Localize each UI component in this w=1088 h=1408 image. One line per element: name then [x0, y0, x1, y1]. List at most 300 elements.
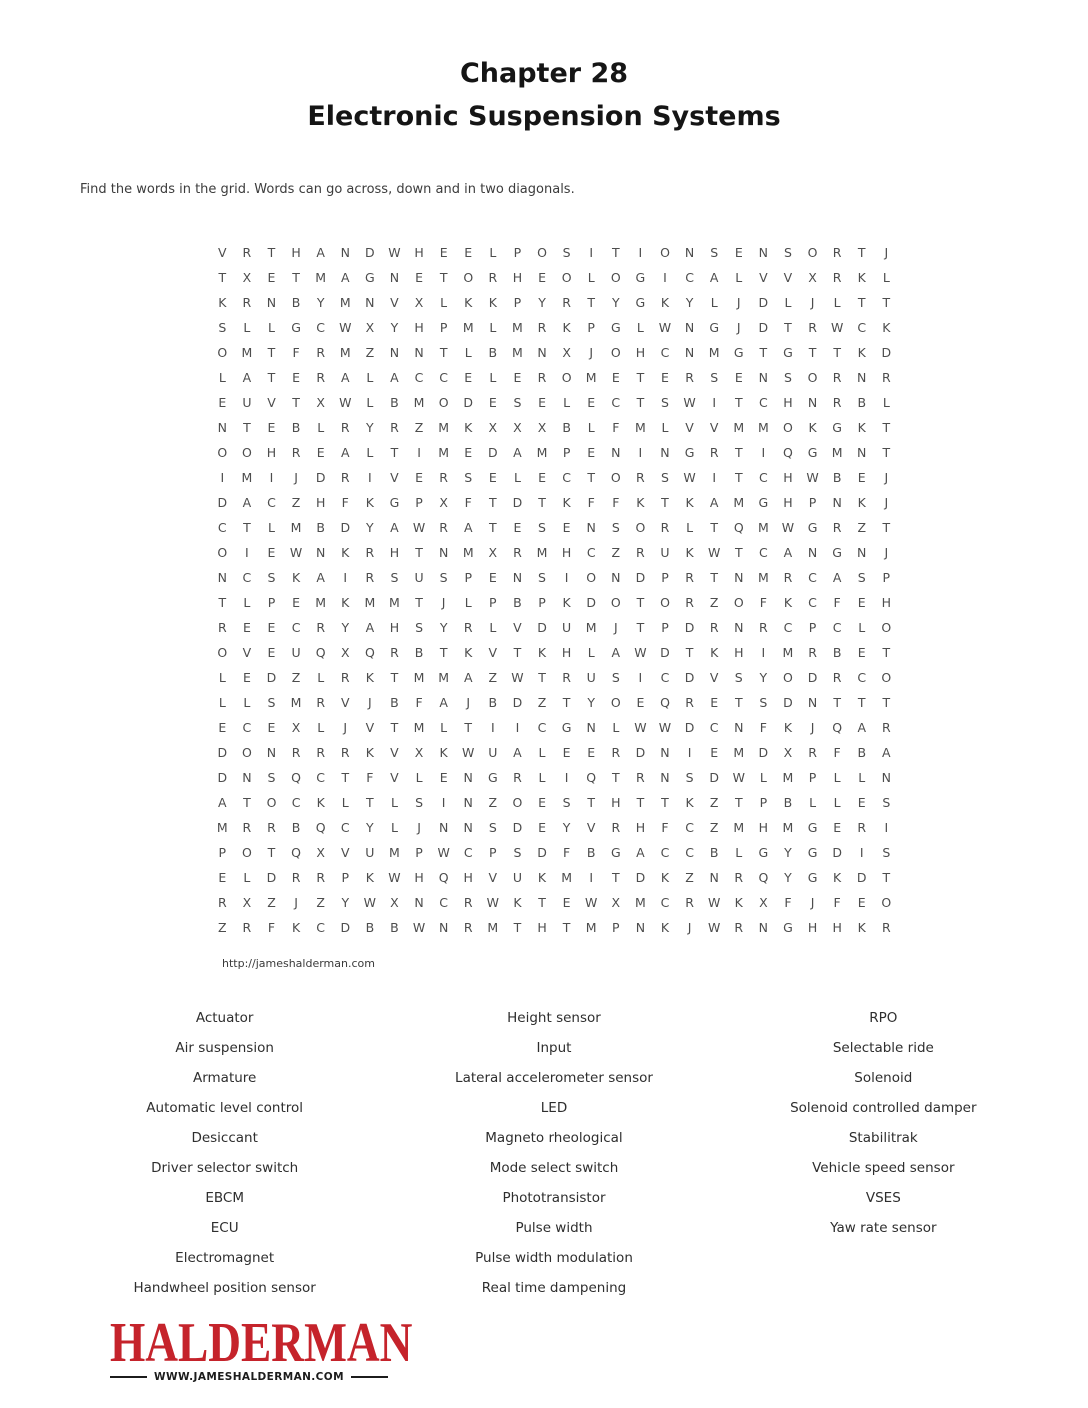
grid-letter: C	[316, 770, 326, 785]
grid-letter: O	[610, 345, 621, 360]
grid-letter: M	[634, 895, 646, 910]
grid-letter: W	[707, 920, 721, 935]
grid-letter: W	[683, 470, 696, 485]
grid-letter: S	[685, 770, 694, 785]
grid-letter: I	[564, 770, 569, 785]
grid-letter: R	[365, 545, 375, 560]
logo-website-text: WWW.JAMESHALDERMAN.COM	[154, 1371, 344, 1383]
grid-letter: M	[782, 820, 794, 835]
grid-letter: K	[857, 495, 866, 510]
grid-letter: T	[636, 370, 645, 385]
grid-letter: G	[635, 270, 646, 285]
grid-letter: G	[610, 845, 621, 860]
grid-letter: R	[242, 245, 252, 260]
grid-letter: L	[489, 245, 497, 260]
grid-letter: M	[585, 620, 597, 635]
grid-letter: T	[734, 695, 743, 710]
grid-letter: M	[241, 345, 253, 360]
grid-letter: F	[759, 720, 767, 735]
grid-letter: I	[441, 795, 446, 810]
word-list-item: Actuator	[195, 1010, 254, 1026]
grid-letter: I	[638, 245, 643, 260]
grid-letter: T	[734, 795, 743, 810]
grid-letter: J	[294, 895, 298, 910]
grid-letter: R	[881, 720, 891, 735]
grid-letter: A	[463, 520, 473, 535]
grid-letter: T	[833, 345, 841, 360]
logo-rule-right	[351, 1376, 388, 1378]
grid-letter: S	[783, 370, 792, 385]
grid-letter: E	[464, 445, 473, 460]
grid-letter: D	[463, 395, 474, 410]
grid-letter: L	[759, 770, 767, 785]
grid-letter: T	[661, 495, 669, 510]
grid-letter: G	[832, 420, 842, 435]
grid-letter: V	[218, 245, 227, 260]
grid-letter: K	[660, 920, 670, 935]
grid-letter: S	[759, 695, 768, 710]
grid-letter: L	[464, 595, 472, 610]
grid-letter: N	[807, 545, 818, 560]
grid-letter: K	[365, 495, 374, 510]
grid-letter: R	[439, 470, 448, 485]
grid-letter: V	[488, 870, 498, 885]
grid-letter: Y	[562, 820, 571, 835]
grid-letter: T	[267, 345, 276, 360]
grid-letter: E	[587, 745, 596, 760]
grid-letter: K	[291, 920, 301, 935]
grid-letter: I	[712, 470, 717, 485]
grid-letter: W	[732, 770, 745, 785]
grid-letter: X	[340, 645, 350, 660]
grid-letter: N	[438, 545, 449, 560]
grid-letter: H	[758, 820, 769, 835]
grid-letter: D	[586, 595, 597, 610]
grid-letter: R	[611, 745, 621, 760]
word-list-item: Selectable ride	[832, 1040, 934, 1056]
grid-letter: N	[340, 245, 350, 260]
grid-row	[210, 565, 899, 590]
grid-letter: E	[857, 645, 866, 660]
grid-letter: C	[586, 545, 596, 560]
grid-letter: F	[784, 895, 792, 910]
grid-letter: D	[709, 770, 719, 785]
grid-letter: C	[562, 470, 571, 485]
grid-letter: X	[242, 270, 252, 285]
grid-letter: R	[316, 345, 326, 360]
grid-letter: N	[414, 345, 424, 360]
grid-letter: D	[758, 320, 769, 335]
grid-letter: N	[365, 295, 375, 310]
grid-letter: O	[217, 645, 228, 660]
grid-letter: F	[612, 420, 620, 435]
grid-letter: L	[268, 320, 275, 335]
grid-letter: L	[464, 345, 472, 360]
grid-letter: H	[291, 245, 301, 260]
grid-letter: W	[363, 895, 377, 910]
grid-letter: T	[562, 695, 571, 710]
word-list-item: Automatic level control	[146, 1100, 304, 1116]
grid-letter: S	[267, 695, 276, 710]
grid-letter: C	[758, 470, 768, 485]
grid-letter: T	[882, 695, 891, 710]
grid-letter: J	[441, 595, 446, 610]
grid-letter: T	[218, 270, 227, 285]
grid-letter: D	[684, 620, 695, 635]
source-url-link[interactable]: http://jameshalderman.com	[222, 957, 375, 970]
grid-letter: R	[242, 920, 252, 935]
grid-row	[210, 815, 899, 840]
grid-letter: G	[783, 920, 793, 935]
grid-letter: I	[564, 570, 569, 585]
grid-letter: E	[734, 245, 743, 260]
grid-letter: D	[832, 845, 842, 860]
grid-letter: L	[366, 370, 374, 385]
grid-letter: X	[414, 295, 424, 310]
grid-letter: F	[292, 345, 300, 360]
grid-letter: Q	[783, 445, 793, 460]
grid-letter: T	[341, 770, 350, 785]
grid-letter: M	[438, 445, 450, 460]
grid-letter: R	[537, 320, 547, 335]
grid-letter: B	[291, 420, 301, 435]
grid-letter: R	[340, 470, 350, 485]
grid-row	[210, 365, 899, 390]
grid-letter: J	[613, 620, 618, 635]
grid-letter: M	[413, 395, 425, 410]
grid-letter: B	[857, 395, 867, 410]
grid-letter: K	[316, 795, 325, 810]
grid-letter: R	[488, 270, 498, 285]
grid-letter: L	[268, 520, 275, 535]
grid-letter: C	[808, 595, 817, 610]
grid-letter: T	[734, 395, 743, 410]
grid-letter: Y	[685, 295, 694, 310]
grid-letter: R	[217, 620, 227, 635]
grid-letter: O	[610, 470, 621, 485]
grid-letter: C	[340, 820, 350, 835]
grid-letter: W	[412, 520, 426, 535]
grid-letter: O	[807, 370, 818, 385]
grid-letter: I	[343, 570, 348, 585]
grid-letter: N	[512, 570, 523, 585]
grid-letter: D	[856, 870, 867, 885]
grid-letter: A	[390, 520, 399, 535]
grid-letter: E	[488, 470, 497, 485]
grid-letter: F	[587, 495, 595, 510]
grid-letter: Z	[218, 920, 227, 935]
grid-letter: O	[537, 245, 547, 260]
grid-letter: R	[636, 470, 645, 485]
grid-letter: U	[512, 870, 522, 885]
grid-letter: X	[783, 745, 793, 760]
grid-letter: I	[761, 445, 766, 460]
grid-letter: K	[365, 870, 374, 885]
grid-letter: H	[414, 245, 424, 260]
grid-letter: P	[267, 595, 276, 610]
grid-letter: R	[365, 570, 375, 585]
grid-letter: N	[635, 920, 646, 935]
grid-letter: G	[733, 345, 744, 360]
grid-letter: E	[292, 595, 301, 610]
grid-letter: R	[291, 445, 301, 460]
word-list-item: Yaw rate sensor	[830, 1220, 937, 1236]
grid-letter: K	[562, 320, 571, 335]
grid-letter: M	[413, 720, 425, 735]
grid-letter: T	[710, 520, 718, 535]
grid-letter: M	[585, 370, 597, 385]
grid-row	[210, 490, 899, 515]
grid-letter: W	[806, 470, 819, 485]
grid-letter: R	[291, 745, 301, 760]
grid-letter: E	[267, 620, 276, 635]
grid-letter: K	[685, 795, 694, 810]
grid-letter: T	[808, 345, 817, 360]
grid-letter: I	[490, 720, 495, 735]
grid-letter: N	[586, 720, 596, 735]
grid-letter: V	[709, 420, 719, 435]
word-list-item: Mode select switch	[489, 1160, 619, 1176]
grid-letter: J	[810, 720, 815, 735]
grid-letter: O	[438, 395, 449, 410]
grid-letter: M	[782, 645, 794, 660]
grid-letter: L	[440, 720, 448, 735]
grid-letter: L	[317, 670, 325, 685]
grid-letter: D	[635, 570, 646, 585]
grid-letter: R	[808, 645, 817, 660]
grid-letter: M	[216, 820, 228, 835]
grid-letter: D	[635, 745, 646, 760]
grid-letter: U	[660, 545, 670, 560]
grid-letter: W	[634, 645, 647, 660]
grid-letter: Y	[341, 895, 350, 910]
grid-letter: M	[782, 770, 794, 785]
grid-letter: L	[513, 470, 521, 485]
grid-letter: C	[808, 570, 817, 585]
grid-letter: P	[341, 870, 350, 885]
grid-letter: Z	[611, 545, 621, 560]
grid-letter: M	[462, 545, 474, 560]
grid-letter: C	[709, 720, 719, 735]
grid-letter: M	[561, 870, 572, 885]
grid-row	[210, 415, 899, 440]
grid-row	[210, 765, 899, 790]
grid-letter: M	[733, 495, 745, 510]
grid-letter: W	[339, 395, 352, 410]
grid-letter: T	[390, 720, 399, 735]
grid-letter: T	[267, 370, 276, 385]
grid-letter: V	[513, 620, 522, 635]
grid-letter: T	[415, 545, 423, 560]
grid-letter: T	[759, 345, 768, 360]
grid-letter: Z	[709, 820, 719, 835]
grid-letter: T	[267, 245, 276, 260]
grid-letter: E	[710, 745, 719, 760]
grid-letter: E	[267, 270, 276, 285]
grid-letter: A	[832, 570, 842, 585]
grid-letter: E	[587, 395, 596, 410]
grid-row	[210, 315, 899, 340]
grid-letter: N	[758, 920, 769, 935]
grid-letter: H	[783, 395, 793, 410]
grid-letter: V	[586, 820, 596, 835]
grid-letter: K	[660, 295, 670, 310]
grid-letter: M	[413, 670, 425, 685]
grid-letter: C	[291, 620, 301, 635]
grid-letter: E	[218, 870, 227, 885]
grid-letter: B	[586, 845, 596, 860]
grid-letter: O	[660, 245, 670, 260]
grid-letter: C	[242, 570, 252, 585]
grid-letter: X	[488, 545, 498, 560]
grid-letter: K	[537, 645, 547, 660]
grid-letter: K	[660, 870, 670, 885]
grid-letter: R	[267, 820, 276, 835]
grid-letter: N	[611, 570, 621, 585]
grid-letter: S	[710, 370, 719, 385]
word-list-item: Vehicle speed sensor	[812, 1160, 955, 1176]
grid-letter: E	[562, 895, 571, 910]
grid-letter: T	[489, 495, 497, 510]
grid-letter: T	[243, 420, 251, 435]
grid-letter: T	[734, 445, 743, 460]
grid-letter: W	[658, 720, 672, 735]
grid-letter: H	[734, 645, 744, 660]
grid-letter: D	[340, 520, 351, 535]
grid-letter: N	[709, 870, 719, 885]
grid-letter: C	[414, 370, 424, 385]
grid-letter: R	[808, 745, 817, 760]
grid-letter: B	[365, 920, 375, 935]
grid-letter: U	[242, 395, 252, 410]
grid-letter: E	[611, 370, 620, 385]
grid-letter: T	[464, 720, 473, 735]
grid-letter: V	[390, 470, 399, 485]
grid-letter: R	[316, 620, 326, 635]
grid-row	[210, 690, 899, 715]
grid-letter: D	[365, 245, 375, 260]
grid-letter: I	[245, 545, 249, 560]
grid-letter: I	[589, 870, 594, 885]
grid-letter: J	[589, 345, 594, 360]
grid-letter: W	[388, 245, 401, 260]
grid-letter: L	[833, 295, 841, 310]
grid-letter: U	[365, 845, 375, 860]
grid-letter: S	[513, 395, 522, 410]
grid-letter: I	[417, 445, 421, 460]
grid-letter: F	[833, 595, 841, 610]
grid-letter: R	[808, 320, 817, 335]
grid-letter: S	[488, 820, 497, 835]
grid-row	[210, 915, 899, 940]
grid-letter: K	[636, 495, 645, 510]
grid-letter: X	[537, 420, 547, 435]
grid-letter: K	[685, 545, 694, 560]
grid-letter: L	[218, 670, 226, 685]
grid-letter: B	[291, 820, 301, 835]
grid-letter: M	[438, 420, 450, 435]
grid-letter: A	[242, 495, 252, 510]
grid-letter: Z	[709, 595, 719, 610]
grid-letter: V	[242, 645, 252, 660]
grid-letter: K	[464, 420, 473, 435]
grid-letter: N	[438, 820, 449, 835]
grid-letter: E	[415, 470, 423, 485]
word-list-item: Pulse width modulation	[475, 1250, 633, 1266]
grid-letter: O	[217, 545, 228, 560]
grid-letter: W	[388, 870, 401, 885]
grid-letter: C	[758, 545, 768, 560]
grid-letter: H	[783, 495, 793, 510]
grid-letter: Y	[390, 320, 399, 335]
grid-letter: C	[316, 920, 326, 935]
grid-letter: H	[832, 920, 842, 935]
grid-letter: G	[807, 520, 818, 535]
grid-letter: B	[513, 595, 522, 610]
grid-letter: W	[707, 545, 721, 560]
grid-letter: T	[611, 870, 620, 885]
grid-letter: N	[217, 420, 227, 435]
grid-letter: C	[267, 495, 276, 510]
grid-letter: I	[638, 445, 643, 460]
grid-letter: L	[243, 695, 251, 710]
grid-letter: E	[587, 445, 596, 460]
grid-letter: I	[663, 270, 667, 285]
grid-letter: E	[218, 720, 227, 735]
grid-letter: A	[611, 645, 621, 660]
grid-letter: D	[266, 670, 277, 685]
grid-letter: N	[684, 345, 695, 360]
grid-letter: G	[561, 720, 572, 735]
grid-letter: L	[489, 320, 497, 335]
grid-letter: G	[291, 320, 301, 335]
grid-letter: K	[439, 745, 448, 760]
grid-letter: T	[636, 395, 645, 410]
grid-letter: K	[341, 545, 350, 560]
grid-row	[210, 265, 899, 290]
grid-letter: I	[761, 645, 766, 660]
grid-letter: O	[266, 795, 277, 810]
grid-letter: N	[807, 395, 818, 410]
grid-letter: W	[462, 745, 475, 760]
grid-letter: P	[612, 920, 620, 935]
grid-letter: R	[783, 570, 793, 585]
grid-letter: Z	[488, 670, 498, 685]
word-list-item: EBCM	[205, 1190, 244, 1206]
grid-letter: D	[315, 470, 326, 485]
grid-letter: W	[289, 545, 303, 560]
grid-letter: D	[217, 495, 228, 510]
grid-row	[210, 465, 899, 490]
grid-letter: L	[415, 770, 423, 785]
word-list-item: Stabilitrak	[848, 1130, 918, 1146]
grid-letter: C	[242, 720, 252, 735]
grid-letter: S	[710, 245, 719, 260]
grid-letter: X	[414, 745, 424, 760]
grid-letter: Y	[439, 620, 448, 635]
grid-letter: O	[660, 595, 670, 610]
grid-letter: D	[512, 820, 523, 835]
grid-letter: G	[783, 345, 793, 360]
grid-letter: L	[218, 695, 226, 710]
grid-letter: Q	[438, 870, 449, 885]
grid-letter: Z	[488, 795, 498, 810]
grid-letter: M	[708, 345, 720, 360]
grid-letter: L	[858, 770, 866, 785]
grid-letter: B	[832, 645, 842, 660]
grid-letter: W	[707, 895, 721, 910]
grid-letter: J	[368, 695, 372, 710]
